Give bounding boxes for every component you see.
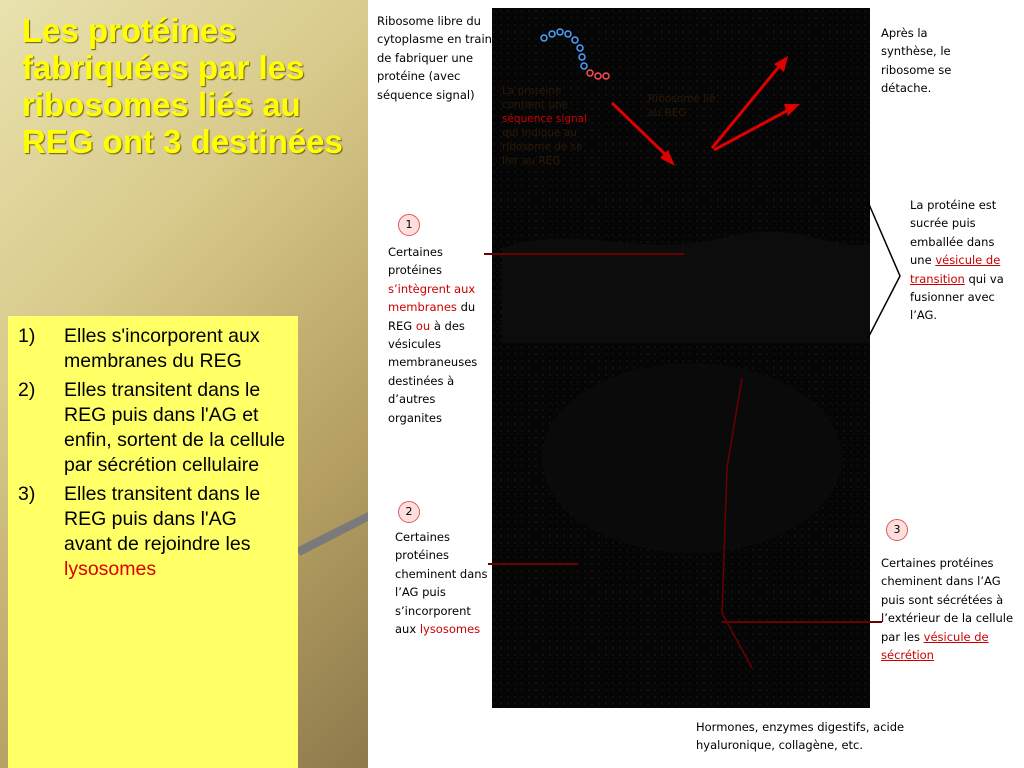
destinations-list (16, 324, 288, 582)
overlay-ribosome-lie: Ribosome lié au REG (648, 93, 716, 119)
list-text: Elles transitent dans le REG puis dans l'AG avant de rejoindre les (64, 483, 261, 555)
badge-3: 3 (886, 519, 908, 541)
slide-title: Les protéines fabriquées par les ribosomes liés au REG ont 3 destinées (22, 12, 343, 160)
badge-1: 1 (398, 214, 420, 236)
label-proteine-sucree: La protéine est sucrée puis emballée dans une vésicule de transition qui va fusionner avec l’AG. (910, 198, 1004, 323)
list-number: 2) (18, 379, 36, 401)
line-destination-3 (722, 618, 882, 626)
label-destination-3: Certaines protéines cheminent dans l’AG puis sont sécrétées à l’extérieur de la cellule par les vésicule de sécrétion (881, 556, 1014, 663)
destinations-list-box (8, 316, 298, 768)
overlay-proteine-signal: La protéine contient une séquence signal qui indique au ribosome de se lier au REG (502, 85, 587, 167)
list-item (16, 482, 288, 582)
vesicule-secretion-text: vésicule de sécrétion (881, 629, 989, 663)
list-text: Elles transitent dans le REG puis dans l'AG et enfin, sortent de la cellule par sécrétion cellulaire (64, 379, 286, 476)
list-text: Elles s'incorporent aux membranes du REG (64, 325, 260, 372)
list-item (16, 378, 288, 478)
label-apres-synthese: Après la synthèse, le ribosome se détache. (881, 26, 952, 96)
label-destination-2: Certaines protéines cheminent dans l’AG puis s’incorporent aux lysosomes (395, 530, 488, 637)
lysosomes-text: lysosomes (419, 622, 481, 637)
vesicule-transition-text: vésicule de transition (910, 253, 1001, 286)
list-number: 3) (18, 483, 36, 505)
list-item (16, 324, 288, 374)
line-destination-1 (484, 250, 684, 258)
list-number: 1) (18, 325, 36, 347)
list-highlight-lysosomes: lysosomes (64, 558, 157, 580)
integrent-membranes-text: s’intègrent aux membranes (388, 281, 476, 315)
label-ribosome-libre: Ribosome libre du cytoplasme en train de fabriquer une protéine (avec séquence signal) (377, 14, 492, 102)
badge-2: 2 (398, 501, 420, 523)
label-destination-1: Certaines protéines s’intègrent aux membranes du REG ou à des vésicules membraneuses destinées à d’autres organites (388, 245, 478, 425)
pointer-line (296, 508, 370, 558)
line-destination-2 (488, 560, 578, 568)
bracket-sucree (866, 200, 906, 340)
label-hormones: Hormones, enzymes digestifs, acide hyaluronique, collagène, etc. (696, 720, 905, 753)
